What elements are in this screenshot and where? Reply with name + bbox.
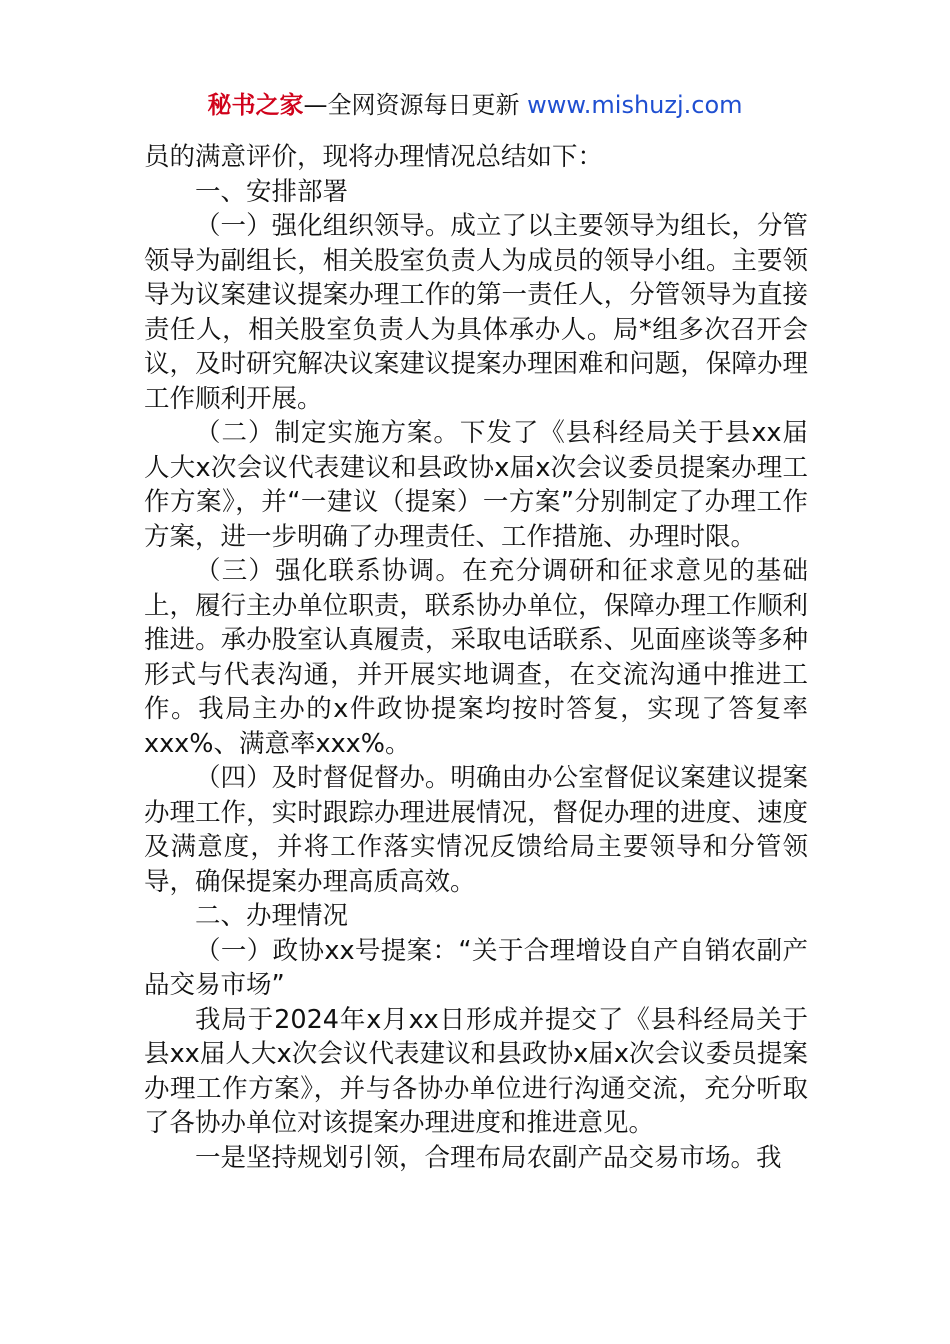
paragraph-planning-guidance: 一是坚持规划引领，合理布局农副产品交易市场。我: [195, 1142, 782, 1173]
paragraph-organization-leadership: （一）强化组织领导。成立了以主要领导为组长，分管领导为副组长，相关股室负责人为成员的领导小组。主要领导为议案建议提案办理工作的第一责任人，分管领导为直接责任人，相关股室负责人为具体承办人。局*组多次召开会议，及时研究解决议案建议提案办理困难和问题，保障办理工作顺利开展。: [144, 211, 808, 414]
paragraph-coordination: （三）强化联系协调。在充分调研和征求意见的基础上，履行主办单位职责，联系协办单位，保障办理工作顺利推进。承办股室认真履责，采取电话联系、见面座谈等多种形式与代表沟通，并开展实地调查，在交流沟通中推进工作。我局主办的x件政协提案均按时答复，实现了答复率xxx%、满意率xxx%。: [144, 556, 808, 759]
paragraph-continuation: 员的满意评价，现将办理情况总结如下：: [144, 142, 604, 172]
paragraph-proposal-handling: 我局于2024年x月xx日形成并提交了《县科经局关于县xx届人大x次会议代表建议和县政协x届x次会议委员提案办理工作方案》，并与各协办单位进行沟通交流，充分听取了各协办单位对该提案办理进度和推进意见。: [144, 1004, 808, 1138]
header-tagline: —全网资源每日更新: [303, 91, 528, 119]
paragraph-implementation-plan: （二）制定实施方案。下发了《县科经局关于县xx届人大x次会议代表建议和县政协x届x次会议委员提案办理工作方案》，并“一建议（提案）一方案”分别制定了办理工作方案，进一步明确了办理责任、工作措施、办理时限。: [144, 418, 808, 552]
section-heading-handling: 二、办理情况: [195, 901, 349, 931]
section-heading-arrangement: 一、安排部署: [195, 176, 349, 207]
brand-name: 秘书之家: [207, 91, 304, 119]
site-url-link[interactable]: www.mishuzj.com: [527, 91, 743, 119]
document-body: [144, 140, 808, 1175]
paragraph-supervision: （四）及时督促督办。明确由办公室督促议案建议提案办理工作，实时跟踪办理进展情况，督促办理的进度、速度及满意度，并将工作落实情况反馈给局主要领导和分管领导，确保提案办理高质高效。: [144, 763, 808, 897]
proposal-title: （一）政协xx号提案：“关于合理增设自产自销农副产品交易市场”: [144, 935, 808, 1000]
site-header: [0, 88, 950, 122]
